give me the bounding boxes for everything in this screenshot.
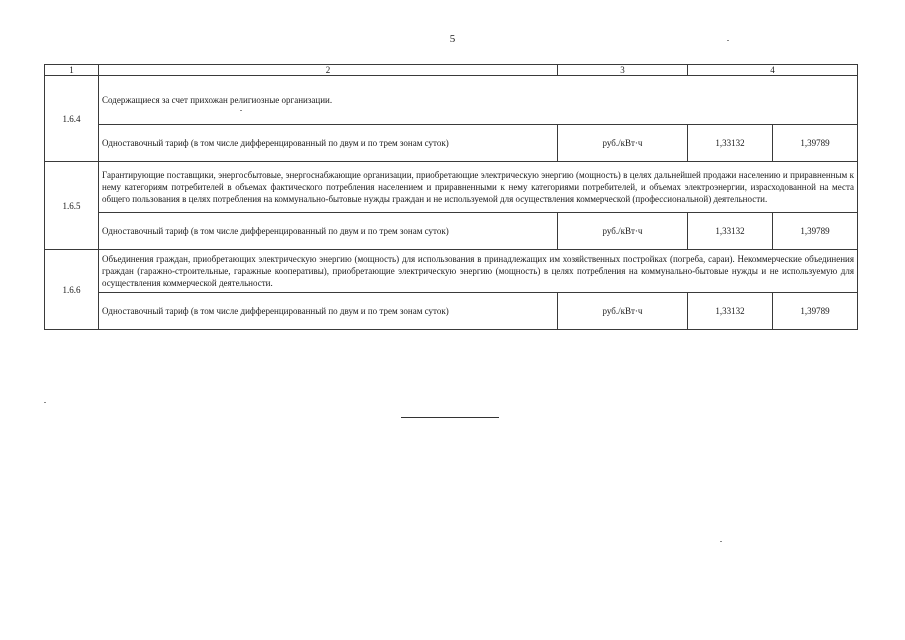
tariff-row: [45, 213, 858, 250]
page-number: 5: [449, 33, 456, 45]
column-header-1: 1: [45, 65, 99, 76]
tariff-name: Одноставочный тариф (в том числе дифференцированный по двум и по трем зонам суток): [99, 213, 558, 250]
tariff-value-first: 1,33132: [688, 293, 773, 330]
scan-speck: [44, 402, 46, 403]
tariff-row: [45, 125, 858, 162]
section-code: 1.6.5: [45, 162, 99, 250]
tariff-unit: руб./кВт·ч: [558, 293, 688, 330]
tariff-value-second: 1,39789: [773, 213, 858, 250]
scan-speck: [720, 541, 722, 542]
section-description: Гарантирующие поставщики, энергосбытовые, энергоснабжающие организации, приобретающие электрическую энергию (мощность) в целях дальнейшей продажи населению и приравненным к нему категориям потребителей в объемах фактического потребления населением и приравненными к нему категориями потребителей, и объемах электроэнергии, израсходованной на места общего пользования в целях потребления на коммунально-бытовые нужды граждан и не используемой для осуществления коммерческой (профессиональной) деятельности.: [99, 162, 858, 213]
scan-speck: [240, 110, 242, 111]
tariff-unit: руб./кВт·ч: [558, 213, 688, 250]
tariff-name: Одноставочный тариф (в том числе дифференцированный по двум и по трем зонам суток): [99, 125, 558, 162]
section-description-row: [45, 76, 858, 125]
tariff-value-first: 1,33132: [688, 125, 773, 162]
tariff-value-first: 1,33132: [688, 213, 773, 250]
tariff-row: [45, 293, 858, 330]
section-code: 1.6.6: [45, 250, 99, 330]
section-description: Содержащиеся за счет прихожан религиозные организации.: [99, 76, 858, 125]
tariff-value-second: 1,39789: [773, 293, 858, 330]
section-description-row: [45, 250, 858, 293]
section-description-row: [45, 162, 858, 213]
column-header-2: 2: [99, 65, 558, 76]
column-header-4: 4: [688, 65, 858, 76]
tariff-value-second: 1,39789: [773, 125, 858, 162]
section-code: 1.6.4: [45, 76, 99, 162]
column-number-header-row: [45, 65, 858, 76]
column-header-3: 3: [558, 65, 688, 76]
tariff-table: [44, 64, 858, 330]
tariff-name: Одноставочный тариф (в том числе дифференцированный по двум и по трем зонам суток): [99, 293, 558, 330]
end-divider-line: [401, 417, 499, 418]
section-description: Объединения граждан, приобретающих электрическую энергию (мощность) для использования в принадлежащих им хозяйственных постройках (погреба, сараи). Некоммерческие объединения граждан (гаражно-строительные, гаражные кооперативы), приобретающие электрическую энергию (мощность) в целях потребления на коммунально-бытовые нужды и не используемую для осуществления коммерческой деятельности.: [99, 250, 858, 293]
tariff-unit: руб./кВт·ч: [558, 125, 688, 162]
scan-speck: [727, 40, 729, 41]
